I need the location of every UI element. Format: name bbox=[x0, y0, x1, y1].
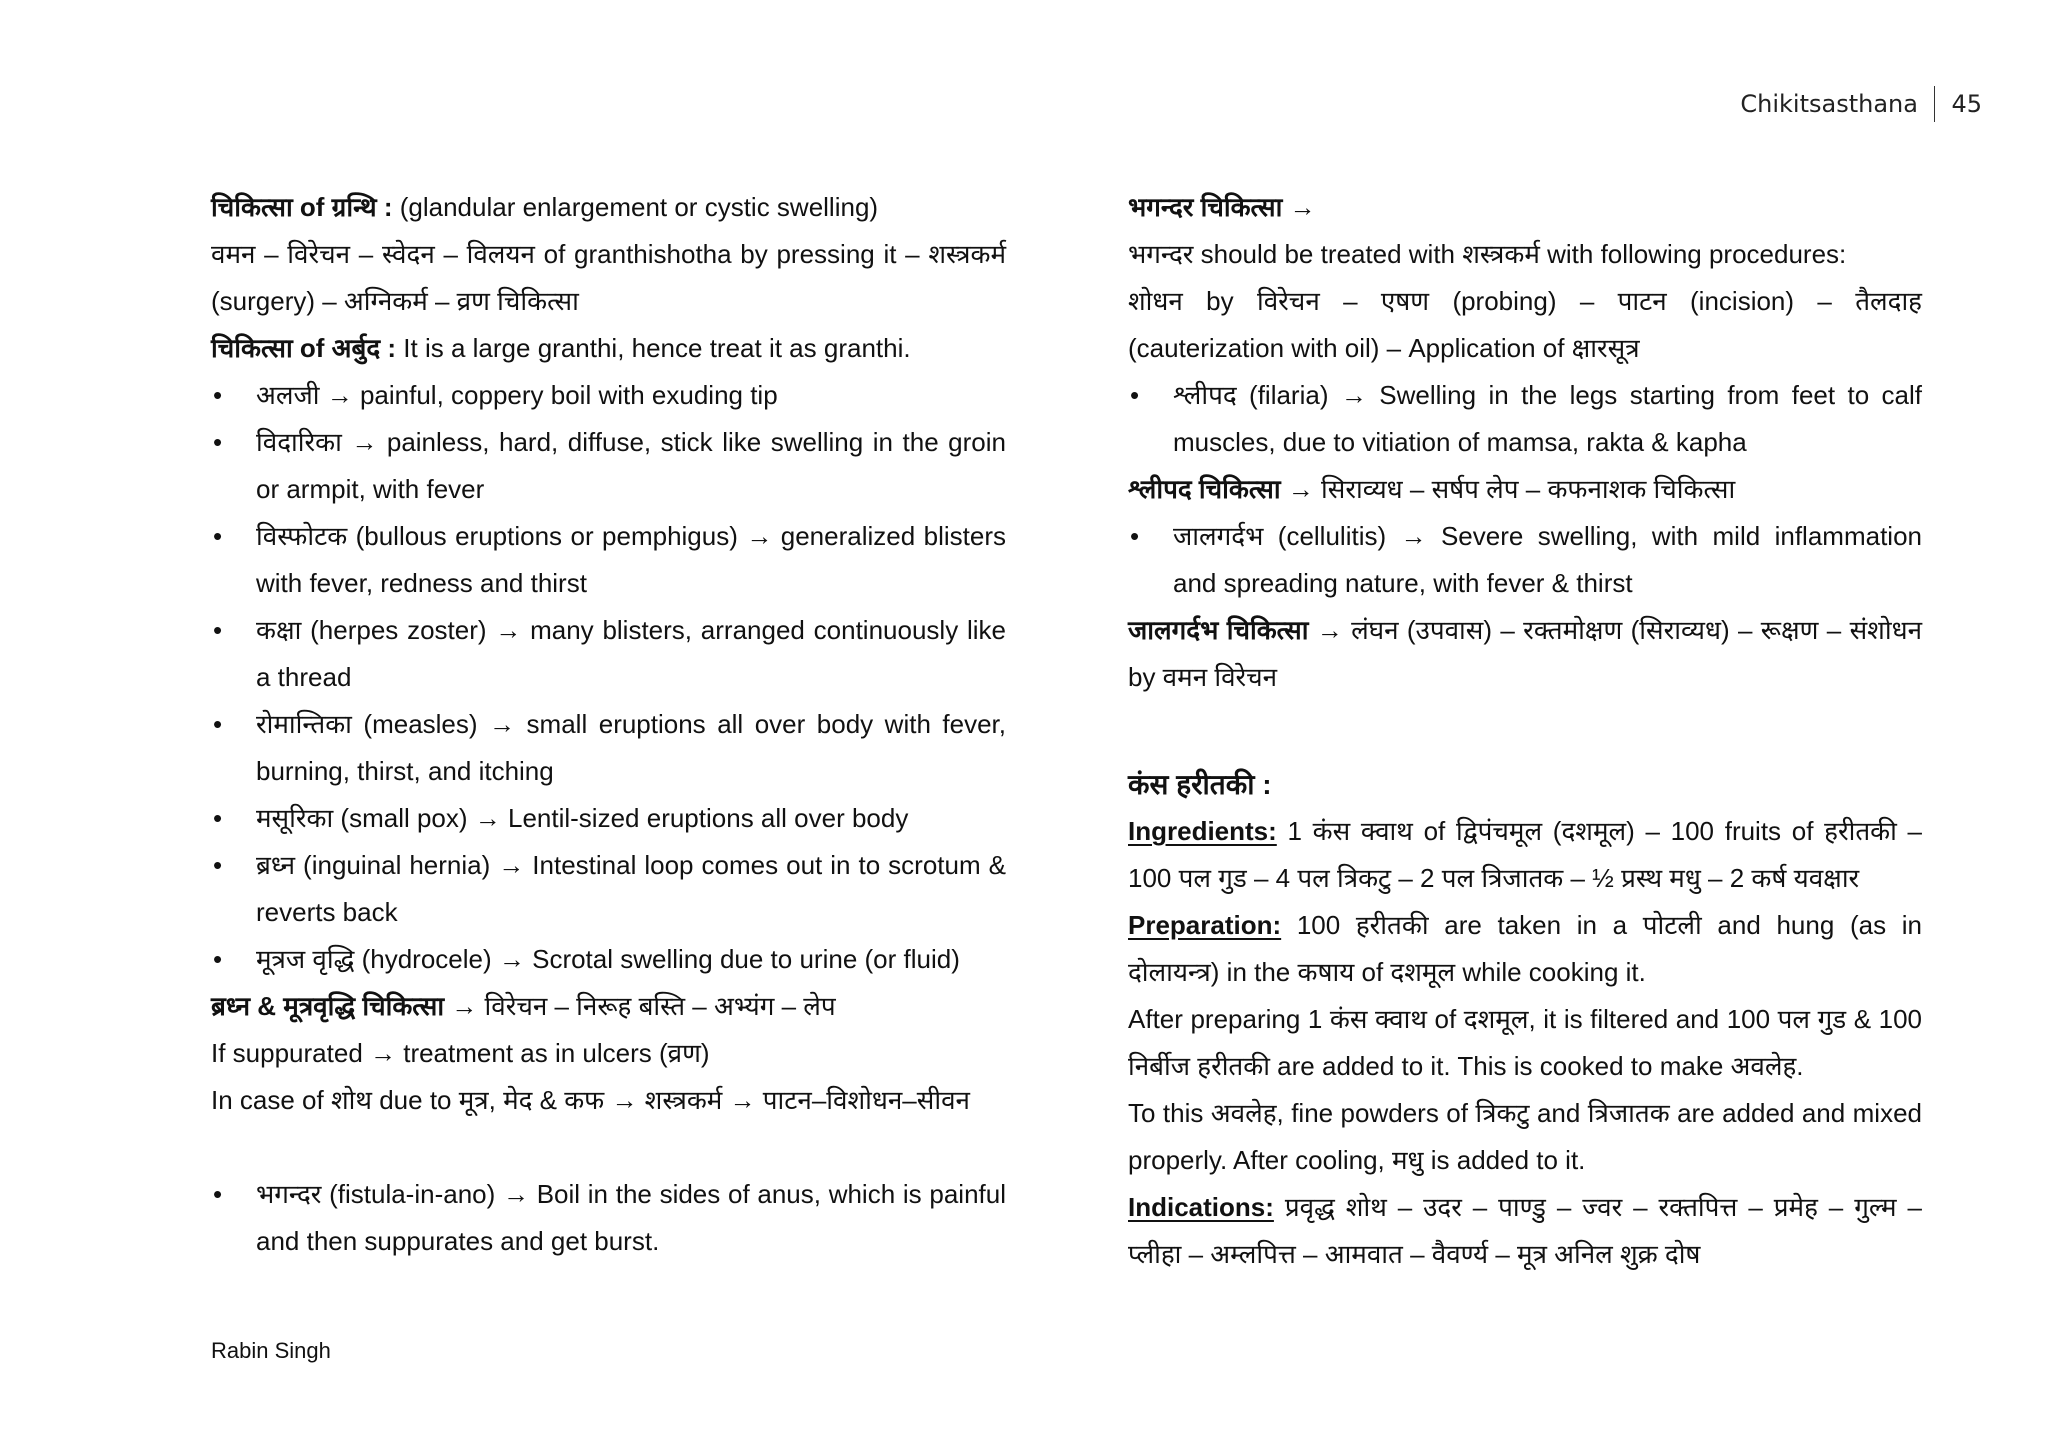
list-item: • कक्षा (herpes zoster) → many blisters, arranged continuously like a thread bbox=[211, 607, 1006, 701]
bhagandara-list bbox=[211, 1171, 1006, 1265]
spacer bbox=[211, 1124, 1006, 1171]
shleepada-list bbox=[1128, 372, 1922, 466]
list-item: • मूत्रज वृद्धि (hydrocele) → Scrotal swelling due to urine (or fluid) bbox=[211, 936, 1006, 983]
bradhna-treatment: विरेचन – निरूह बस्ति – अभ्यंग – लेप bbox=[477, 991, 836, 1021]
ingredients-label: Ingredients: bbox=[1128, 816, 1277, 846]
left-column bbox=[211, 184, 1006, 1265]
suppurated-line: If suppurated → treatment as in ulcers (व्रण) bbox=[211, 1038, 710, 1068]
ingredients-paragraph bbox=[1128, 808, 1922, 902]
preparation-step-2: After preparing 1 कंस क्वाथ of दशमूल, it is filtered and 100 पल गुड & 100 निर्बीज हरीतकी are added to it. This is cooked to make अवलेह. bbox=[1128, 1004, 1922, 1081]
list-item: • भगन्दर (fistula-in-ano) → Boil in the sides of anus, which is painful and then suppurates and get burst. bbox=[211, 1171, 1006, 1265]
preparation-label: Preparation: bbox=[1128, 910, 1282, 940]
header-divider bbox=[1934, 86, 1936, 122]
granthi-treatment: वमन – विरेचन – स्वेदन – विलयन of granthishotha by pressing it – शस्त्रकर्म (surgery) – अग्निकर्म – व्रण चिकित्सा bbox=[211, 239, 1006, 316]
jalagardabha-list bbox=[1128, 513, 1922, 607]
granthi-desc: (glandular enlargement or cystic swelling) bbox=[392, 192, 879, 222]
preparation-text: 100 हरीतकी are taken in a पोटली and hung (as in दोलायन्त्र) in the कषाय of दशमूल while cooking it. bbox=[1128, 910, 1922, 987]
shleepada-paragraph bbox=[1128, 466, 1922, 513]
page-footer-author: Rabin Singh bbox=[211, 1338, 331, 1363]
list-item: • रोमान्तिका (measles) → small eruptions all over body with fever, burning, thirst, and itching bbox=[211, 701, 1006, 795]
granthi-paragraph bbox=[211, 184, 1006, 231]
arbuda-heading: चिकित्सा of अर्बुद : bbox=[211, 333, 397, 363]
ingredients-text: 1 कंस क्वाथ of द्विपंचमूल (दशमूल) – 100 fruits of हरीतकी – 100 पल गुड – 4 पल त्रिकटु – 2 पल त्रिजातक – ½ प्रस्थ मधु – 2 कर्ष यवक्षार bbox=[1128, 816, 1922, 893]
page-header bbox=[1740, 86, 1982, 122]
list-item: • ब्रध्न (inguinal hernia) → Intestinal loop comes out in to scrotum & reverts back bbox=[211, 842, 1006, 936]
list-item: • अलजी → painful, coppery boil with exuding tip bbox=[211, 372, 1006, 419]
arbuda-desc: It is a large granthi, hence treat it as granthi. bbox=[396, 333, 911, 363]
indications-label: Indications: bbox=[1128, 1192, 1274, 1222]
bhagandara-intro: भगन्दर should be treated with शस्त्रकर्म with following procedures: bbox=[1128, 239, 1847, 269]
arbuda-paragraph bbox=[211, 325, 1006, 372]
shleepada-treatment: सिराव्यध – सर्षप लेप – कफनाशक चिकित्सा bbox=[1313, 474, 1736, 504]
bhagandara-steps: शोधन by विरेचन – एषण (probing) – पाटन (incision) – तैलदाह (cauterization with oil) – Application of क्षारसूत्र bbox=[1128, 286, 1922, 363]
granthi-heading: चिकित्सा of ग्रन्थि : bbox=[211, 192, 393, 222]
indications-paragraph bbox=[1128, 1184, 1922, 1278]
disease-list bbox=[211, 372, 1006, 983]
jalagardabha-heading: जालगर्दभ चिकित्सा → bbox=[1128, 615, 1343, 645]
kamsa-haritaki-heading: कंस हरीतकी : bbox=[1128, 769, 1272, 800]
list-item: • श्लीपद (filaria) → Swelling in the legs starting from feet to calf muscles, due to vitiation of mamsa, rakta & kapha bbox=[1128, 372, 1922, 466]
shotha-case-line: In case of शोथ due to मूत्र, मेद & कफ → शस्त्रकर्म → पाटन–विशोधन–सीवन bbox=[211, 1085, 970, 1115]
list-item: • विस्फोटक (bullous eruptions or pemphigus) → generalized blisters with fever, redness and thirst bbox=[211, 513, 1006, 607]
list-item: • विदारिका → painless, hard, diffuse, stick like swelling in the groin or armpit, with fever bbox=[211, 419, 1006, 513]
preparation-paragraph bbox=[1128, 902, 1922, 996]
jalagardabha-treatment: लंघन (उपवास) – रक्तमोक्षण (सिराव्यध) – रूक्षण – संशोधन by वमन विरेचन bbox=[1128, 615, 1922, 692]
indications-text: प्रवृद्ध शोथ – उदर – पाण्डु – ज्वर – रक्तपित्त – प्रमेह – गुल्म – प्लीहा – अम्लपित्त – आमवात – वैवर्ण्य – मूत्र अनिल शुक्र दोष bbox=[1128, 1192, 1922, 1269]
bradhna-heading: ब्रध्न & मूत्रवृद्धि चिकित्सा → bbox=[211, 991, 478, 1021]
page-number: 45 bbox=[1951, 90, 1982, 118]
bhagandara-heading: भगन्दर चिकित्सा → bbox=[1128, 192, 1316, 222]
bradhna-paragraph bbox=[211, 983, 1006, 1030]
list-item: • जालगर्दभ (cellulitis) → Severe swelling, with mild inflammation and spreading nature, with fever & thirst bbox=[1128, 513, 1922, 607]
header-title: Chikitsasthana bbox=[1740, 90, 1918, 118]
jalagardabha-paragraph bbox=[1128, 607, 1922, 701]
list-item: • मसूरिका (small pox) → Lentil-sized eruptions all over body bbox=[211, 795, 1006, 842]
preparation-step-3: To this अवलेह, fine powders of त्रिकटु and त्रिजातक are added and mixed properly. After cooling, मधु is added to it. bbox=[1128, 1098, 1922, 1175]
spacer bbox=[1128, 701, 1922, 761]
shleepada-heading: श्लीपद चिकित्सा → bbox=[1128, 474, 1314, 504]
right-column bbox=[1128, 184, 1922, 1278]
